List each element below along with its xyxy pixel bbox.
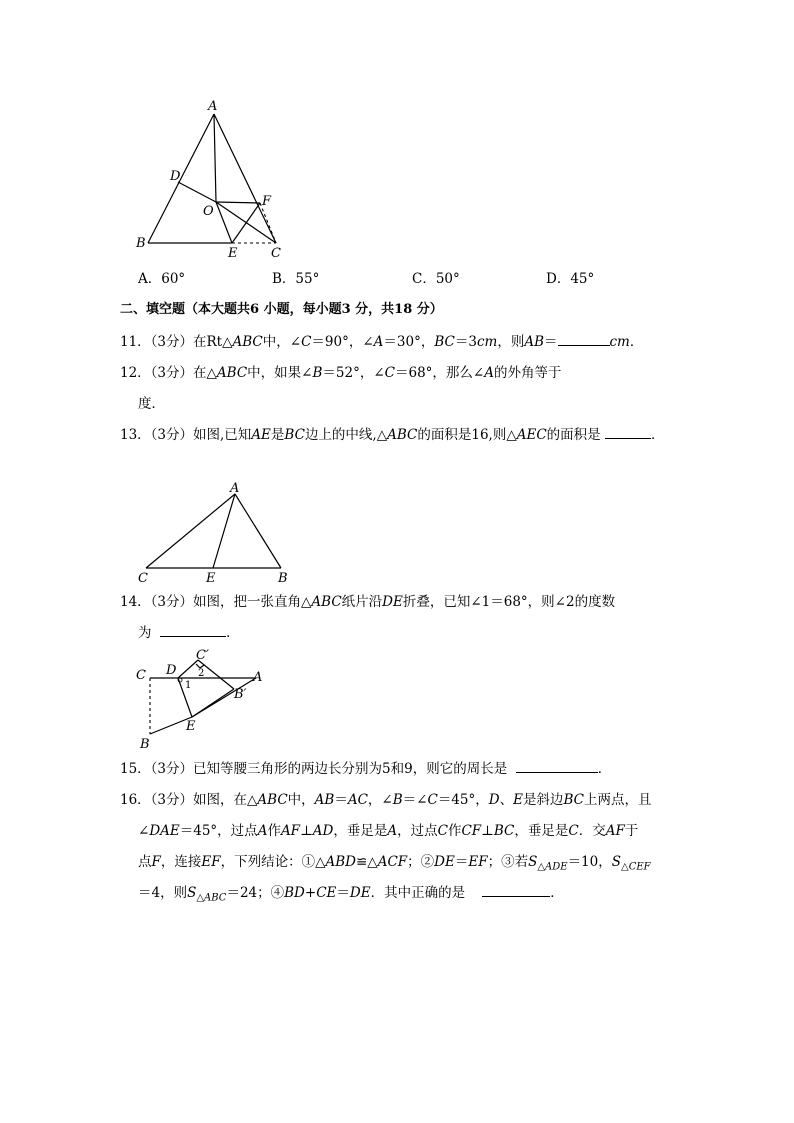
label-C: C bbox=[271, 246, 281, 261]
answer-blank[interactable] bbox=[558, 333, 610, 346]
figure-q14 bbox=[130, 642, 280, 754]
section-header: 二、填空题（本大题共6 小题，每小题3 分，共18 分） bbox=[120, 302, 443, 317]
question-16-line3: 点F，连接EF，下列结论：①△ABD≌△ACF；②DE＝EF；③若$S_{\triangle ADE}=10$，$S_{\triangle CEF}$ bbox=[138, 854, 651, 873]
label-A: A bbox=[253, 670, 263, 685]
answer-blank[interactable] bbox=[160, 624, 226, 637]
question-16-line1: 16．（3分）如图，在△ABC中，AB＝AC，∠B＝∠C＝45°，D、E是斜边BC上两点，且 bbox=[120, 792, 652, 808]
label-F: F bbox=[262, 194, 272, 209]
figure-q13 bbox=[130, 478, 300, 588]
label-Bprime: B′ bbox=[234, 687, 247, 702]
question-11: 11．（3分）在Rt△ABC中，∠C＝90°，∠A＝30°，BC＝3cm，则AB＝ cm． bbox=[120, 334, 644, 350]
question-12-line2: 度． bbox=[138, 396, 165, 412]
question-13: 13．（3分）如图,已知AE是BC边上的中线,△ABC的面积是16,则△AEC的面积是 ． bbox=[120, 427, 665, 443]
label-2: 2 bbox=[198, 668, 205, 679]
question-14-line1: 14．（3分）如图，把一张直角△ABC纸片沿DE折叠，已知∠1＝68°，则∠2的度数 bbox=[120, 594, 616, 610]
choice-a: A．60° bbox=[138, 271, 186, 287]
label-1: 1 bbox=[185, 680, 192, 691]
label-O: O bbox=[203, 204, 214, 219]
choice-d: D．45° bbox=[546, 271, 595, 287]
question-14-line2: 为 ． bbox=[138, 625, 240, 641]
choice-b: B．55° bbox=[272, 271, 320, 287]
figure-q10 bbox=[130, 96, 290, 264]
label-D: D bbox=[166, 663, 177, 678]
label-B: B bbox=[136, 236, 146, 251]
question-12-line1: 12．（3分）在△ABC中，如果∠B＝52°，∠C＝68°，那么∠A的外角等于 bbox=[120, 365, 562, 381]
question-16-line4: ＝4，则$S_{\triangle ABC}=24$；④BD+CE＝DE．其中正确的是 ． bbox=[138, 885, 564, 904]
label-A: A bbox=[230, 481, 240, 496]
label-A: A bbox=[208, 99, 218, 114]
label-E: E bbox=[186, 719, 196, 734]
question-16-line2: ∠DAE＝45°，过点A作AF⊥AD，垂足是A，过点C作CF⊥BC，垂足是C．交AF于 bbox=[138, 823, 639, 839]
label-E: E bbox=[228, 246, 238, 261]
label-B: B bbox=[140, 737, 150, 752]
answer-blank[interactable] bbox=[605, 426, 651, 439]
answer-blank[interactable] bbox=[516, 760, 598, 773]
answer-blank[interactable] bbox=[482, 884, 550, 897]
label-Cprime: C′ bbox=[196, 648, 209, 663]
label-B: B bbox=[278, 571, 288, 586]
label-E: E bbox=[206, 571, 216, 586]
label-D: D bbox=[170, 169, 181, 184]
question-15: 15．（3分）已知等腰三角形的两边长分别为5和9，则它的周长是 ． bbox=[120, 761, 612, 777]
choice-c: C．50° bbox=[412, 271, 460, 287]
label-C: C bbox=[136, 668, 146, 683]
label-C: C bbox=[138, 571, 148, 586]
